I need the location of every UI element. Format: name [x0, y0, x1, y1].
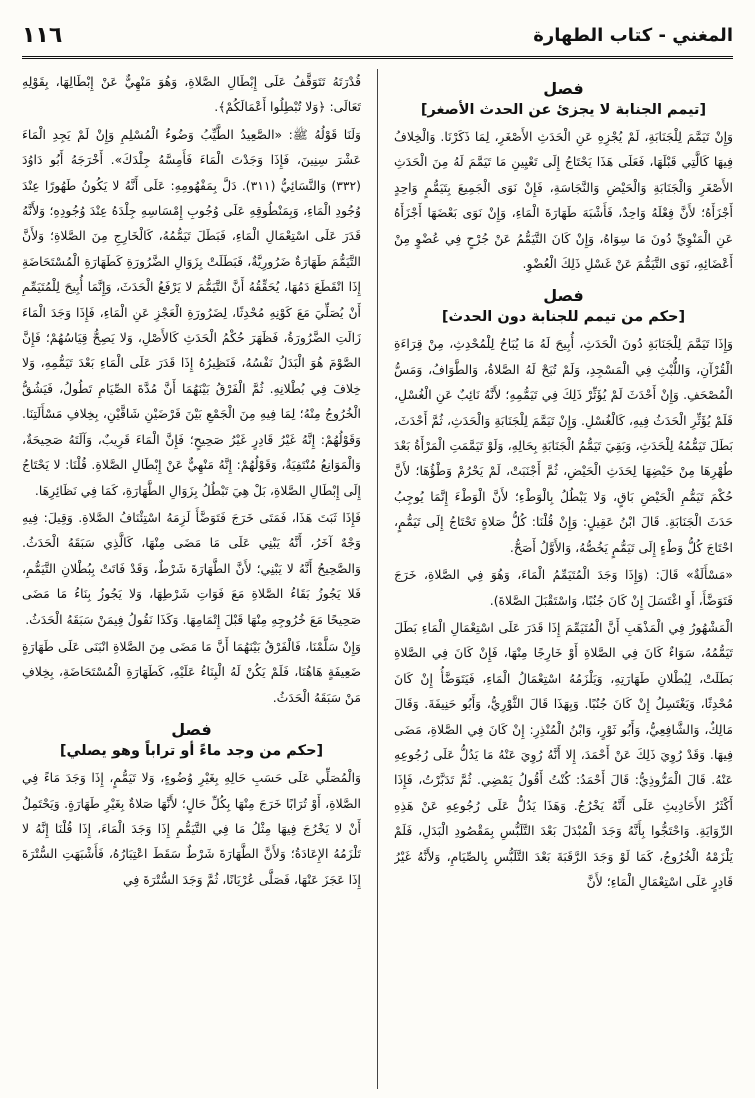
section-heading: فصل	[171, 720, 212, 740]
section-heading: فصل	[543, 286, 584, 306]
body-paragraph: وَإِذَا تَيَمَّمَ لِلْجَنَابَةِ دُونَ الْحَدَثِ، أُبِيحَ لَهُ مَا يُبَاحُ لِلْمُحْدِثِ، مِنْ قِرَاءَةِ الْقُرْآنِ، وَاللُّبْثِ فِي الْمَسْجِدِ، وَلَمْ تُبَحْ لَهُ الصَّلاةُ، وَالطَّوَافُ، وَمَسُّ الْمُصْحَفِ. وَإِنْ أَحْدَثَ لَمْ يُؤَثِّرْ ذَلِكَ فِي تَيَمُّمِهِ؛ لأَنَّهُ نَائِبٌ عَنِ الْغُسْلِ، فَلَمْ يُؤَثِّرِ الْحَدَثُ فِيهِ، كَالْغُسْلِ. وَإِنْ تَيَمَّمَ لِلْجَنَابَةِ وَالْحَدَثِ، ثُمَّ أَحْدَثَ، بَطَلَ تَيَمُّمُهُ لِلْحَدَثِ، وَبَقِيَ تَيَمُّمُ الْجَنَابَةِ بِحَالِهِ، وَلَوْ تَيَمَّمَتِ الْمَرْأَةُ بَعْدَ طُهْرِهَا مِنْ حَيْضِهَا لِحَدَثِ الْحَيْضِ، ثُمَّ أَجْنَبَتْ، لَمْ يَحْرُمْ وَطْؤُهَا؛ لأَنَّ حُكْمَ تَيَمُّمِ الْحَيْضِ بَاقٍ، وَلا يَبْطُلُ بِالْوَطْءِ؛ لأَنَّ الْوَطْءَ إِنَّمَا يُوجِبُ حَدَثَ الْجَنَابَةِ. قَالَ ابْنُ عَقِيلٍ: وَإِنْ قُلْنَا: كُلُّ صَلاةٍ تَحْتَاجُ إِلَى تَيَمُّمٍ، احْتَاجَ كُلُّ وَطْءٍ إِلَى تَيَمُّمٍ يَخُصُّهُ، وَالأَوَّلُ أَصَحُّ.	[394, 336, 733, 555]
left-column	[22, 69, 361, 1089]
body-paragraph: وَإِنْ سَلَّمْنَا، فَالْفَرْقُ بَيْنَهُمَا أَنَّ مَا مَضَى مِنَ الصَّلاةِ انْبَنَى عَلَى طَهَارَةٍ ضَعِيفَةٍ هَاهُنَا، فَلَمْ يَكُنْ لَهُ الْبِنَاءُ عَلَيْهِ، كَطَهَارَةِ الْمُسْتَحَاضَةِ، بِخِلافِ مَنْ سَبَقَهُ الْحَدَثُ.	[22, 638, 361, 705]
body-paragraph: فَإِذَا ثَبَتَ هَذَا، فَمَتَى خَرَجَ فَتَوَضَّأَ لَزِمَهُ اسْتِئْنَافُ الصَّلاةِ. وَقِيلَ: فِيهِ وَجْهٌ آخَرُ، أَنَّهُ يَبْنِي عَلَى مَا مَضَى مِنْهَا، كَالَّذِي سَبَقَهُ الْحَدَثُ. وَالصَّحِيحُ أَنَّهُ لا يَبْنِي؛ لأَنَّ الطَّهَارَةَ شَرْطٌ، وَقَدْ فَاتَتْ بِبُطْلانِ التَّيَمُّمِ، فَلا يَجُوزُ بَقَاءُ الصَّلاةِ مَعَ فَوَاتِ شَرْطِهَا، وَلا يَجُوزُ بِنَاءُ مَا مَضَى صَحِيحًا مَعَ خُرُوجِهِ مِنْهَا قَبْلَ إِتْمَامِهَا. وَكَذَا نَقُولُ فِيمَنْ سَبَقَهُ الْحَدَثُ.	[22, 509, 361, 627]
page-header	[22, 14, 733, 59]
body-paragraph: قُدْرَتَهُ تَتَوَقَّفُ عَلَى إِبْطَالِ الصَّلاةِ، وَهُوَ مَنْهِيٌّ عَنْ إِبْطَالِهَا، بِقَوْلِهِ تَعَالَى: ﴿وَلا تُبْطِلُوا أَعْمَالَكُمْ﴾.	[22, 74, 361, 115]
body-paragraph: وَإِنْ تَيَمَّمَ لِلْجَنَابَةِ، لَمْ يُجْزِهِ عَنِ الْحَدَثِ الأَصْغَرِ، لِمَا ذَكَرْنَا. وَالْخِلافُ فِيهَا كَالَّتِي قَبْلَهَا، فَعَلَى هَذَا يَحْتَاجُ إِلَى تَعْيِينِ مَا تَيَمَّمَ لَهُ مِنَ الْحَدَثِ الأَصْغَرِ وَالْجَنَابَةِ وَالْحَيْضِ وَالنَّجَاسَةِ، فَإِنْ نَوَى الْجَمِيعَ بِتَيَمُّمٍ وَاحِدٍ أَجْزَأَهُ؛ لأَنَّ فِعْلَهُ وَاحِدٌ، فَأَشْبَهَ طَهَارَةَ الْمَاءِ، وَإِنْ نَوَى بَعْضَهَا أَجْزَأَهُ عَنِ الْمَنْوِيِّ دُونَ مَا سِوَاهُ، وَإِنْ كَانَ التَّيَمُّمُ عَنْ جُرْحٍ فِي عُضْوٍ مِنْ أَعْضَائِهِ، نَوَى التَّيَمُّمَ عَنْ غَسْلِ ذَلِكَ الْعُضْوِ.	[394, 129, 733, 272]
section-subheading: [تيمم الجنابة لا يجزئ عن الحدث الأصغر]	[420, 102, 707, 118]
right-column	[394, 69, 733, 1089]
body-paragraph: «مَسْأَلَةٌ» قَالَ: (وَإِذَا وَجَدَ الْمُتَيَمِّمُ الْمَاءَ، وَهُوَ فِي الصَّلاةِ، خَرَجَ فَتَوَضَّأَ، أَوِ اغْتَسَلَ إِنْ كَانَ جُنُبًا، وَاسْتَقْبَلَ الصَّلاةَ).	[394, 567, 733, 608]
section-subheading: [حكم من تيمم للجنابة دون الحدث]	[441, 309, 686, 326]
section-subheading: [حكم من وجد ماءً أو تراباً وهو يصلي]	[59, 743, 324, 760]
section-heading: فصل	[543, 79, 584, 98]
page-number: ١١٦	[22, 22, 63, 48]
body-paragraph: وَالْمُصَلِّي عَلَى حَسَبِ حَالِهِ بِغَيْرِ وُضُوءٍ، وَلا تَيَمُّمٍ، إِذَا وَجَدَ مَاءً فِي الصَّلاةِ، أَوْ تُرَابًا خَرَجَ مِنْهَا بِكُلِّ حَالٍ؛ لأَنَّهَا صَلاةٌ بِغَيْرِ طَهَارَةٍ. وَيَحْتَمِلُ أَنْ لا يَخْرُجَ فِيهَا مِثْلُ مَا فِي التَّيَمُّمِ إِذَا وَجَدَ الْمَاءَ، إِذَا قُلْنَا إِنَّهُ لا تَلْزَمُهُ الإِعَادَةُ؛ وَلأَنَّ الطَّهَارَةَ شَرْطٌ سَقَطَ اعْتِبَارُهُ، فَأَشْبَهَتِ السُّتْرَةَ إِذَا عَجَزَ عَنْهَا، فَصَلَّى عُرْيَانًا، ثُمَّ وَجَدَ السُّتْرَةَ فِي	[22, 770, 361, 887]
body-paragraph: الْمَشْهُورُ فِي الْمَذْهَبِ أَنَّ الْمُتَيَمِّمَ إِذَا قَدَرَ عَلَى اسْتِعْمَالِ الْمَاءِ بَطَلَ تَيَمُّمُهُ، سَوَاءٌ كَانَ فِي الصَّلاةِ أَوْ خَارِجًا مِنْهَا، فَإِنْ كَانَ فِي الصَّلاةِ بَطَلَتْ، لِبُطْلانِ طَهَارَتِهِ، وَيَلْزَمُهُ اسْتِعْمَالُ الْمَاءِ، فَيَتَوَضَّأُ إِنْ كَانَ مُحْدِثًا، وَيَغْتَسِلُ إِنْ كَانَ جُنُبًا. وَبِهَذَا قَالَ الثَّوْرِيُّ، وَأَبُو حَنِيفَةَ. وَقَالَ مَالِكٌ، وَالشَّافِعِيُّ، وَأَبُو ثَوْرٍ، وَابْنُ الْمُنْذِرِ: إِنْ كَانَ فِي الصَّلاةِ، مَضَى فِيهَا. وَقَدْ رُوِيَ ذَلِكَ عَنْ أَحْمَدَ، إِلا أَنَّهُ رُوِيَ عَنْهُ مَا يَدُلُّ عَلَى رُجُوعِهِ عَنْهُ. قَالَ الْمَرُّوذِيُّ: قَالَ أَحْمَدُ: كُنْتُ أَقُولُ يَمْضِي. ثُمَّ تَدَبَّرْتُ، فَإِذَا أَكْثَرُ الأَحَادِيثِ عَلَى أَنَّهُ يَخْرُجُ. وَهَذَا يَدُلُّ عَلَى رُجُوعِهِ عَنْ هَذِهِ الرِّوَايَةِ. وَاحْتَجُّوا بِأَنَّهُ وَجَدَ الْمُبْدَلَ بَعْدَ التَّلَبُّسِ بِمَقْصُودِ الْبَدَلِ، فَلَمْ يَلْزَمْهُ الْخُرُوجُ، كَمَا لَوْ وَجَدَ الرَّقَبَةَ بَعْدَ التَّلَبُّسِ بِالصِّيَامِ، وَلأَنَّهُ غَيْرُ قَادِرٍ عَلَى اسْتِعْمَالِ الْمَاءِ؛ لأَنَّ	[394, 619, 733, 889]
text-columns	[22, 69, 733, 1089]
body-paragraph: وَلَنَا قَوْلُهُ ﷺ: «الصَّعِيدُ الطَّيِّبُ وَضُوءُ الْمُسْلِمِ وَإِنْ لَمْ يَجِدِ الْمَاءَ عَشْرَ سِنِينَ، فَإِذَا وَجَدْتَ الْمَاءَ فَأَمِسَّهُ جِلْدَكَ». أَخْرَجَهُ أَبُو دَاوُدَ (٣٣٢) وَالنَّسَائِيُّ (٣١١). دَلَّ بِمَفْهُومِهِ: عَلَى أَنَّهُ لا يَكُونُ طَهُورًا عِنْدَ وُجُودِ الْمَاءِ، وَبِمَنْطُوقِهِ عَلَى وُجُوبِ إِمْسَاسِهِ جِلْدَهُ عِنْدَ وُجُودِهِ؛ وَلأَنَّهُ قَدَرَ عَلَى اسْتِعْمَالِ الْمَاءِ، فَبَطَلَ تَيَمُّمُهُ، كَالْخَارِجِ مِنَ الصَّلاةِ؛ وَلأَنَّ التَّيَمُّمَ طَهَارَةٌ ضَرُورِيَّةٌ، فَبَطَلَتْ بِزَوَالِ الضَّرُورَةِ كَطَهَارَةِ الْمُسْتَحَاضَةِ إِذَا انْقَطَعَ دَمُهَا، يُحَقِّقُهُ أَنَّ التَّيَمُّمَ لا يَرْفَعُ الْحَدَثَ، وَإِنَّمَا أُبِيحَ لِلْمُتَيَمِّمِ أَنْ يُصَلِّيَ مَعَ كَوْنِهِ مُحْدِثًا، لِضَرُورَةِ الْعَجْزِ عَنِ الْمَاءِ، فَإِذَا وَجَدَ الْمَاءَ زَالَتِ الضَّرُورَةُ، فَظَهَرَ حُكْمُ الْحَدَثِ كَالأَصْلِ، وَلا يَصِحُّ قِيَاسُهُمْ؛ فَإِنَّ الصَّوْمَ هُوَ الْبَدَلُ نَفْسُهُ، فَنَظِيرُهُ إِذَا قَدَرَ عَلَى الْمَاءِ بَعْدَ تَيَمُّمِهِ، وَلا خِلافَ فِي بُطْلانِهِ. ثُمَّ الْفَرْقُ بَيْنَهُمَا أَنَّ مُدَّةَ الصِّيَامِ تَطُولُ، فَيَشُقُّ الْخُرُوجُ مِنْهُ؛ لِمَا فِيهِ مِنَ الْجَمْعِ بَيْنَ فَرْضَيْنِ شَاقَّيْنِ، بِخِلافِ مَسْأَلَتِنَا. وَقَوْلُهُمْ: إِنَّهُ غَيْرُ قَادِرٍ غَيْرُ صَحِيحٍ؛ فَإِنَّ الْمَاءَ قَرِيبٌ، وَآلَتَهُ صَحِيحَةٌ، وَالْمَوَانِعُ مُنْتَفِيَةٌ، وَقَوْلُهُمْ: إِنَّهُ مَنْهِيٌّ عَنْ إِبْطَالِ الصَّلاةِ. قُلْنَا: لا يَحْتَاجُ إِلَى إِبْطَالِ الصَّلاةِ، بَلْ هِيَ تَبْطُلُ بِزَوَالِ الطَّهَارَةِ، كَمَا فِي نَظَائِرِهَا.	[22, 126, 361, 498]
column-divider	[377, 69, 378, 1089]
running-title: المغني - كتاب الطهارة	[533, 24, 733, 46]
